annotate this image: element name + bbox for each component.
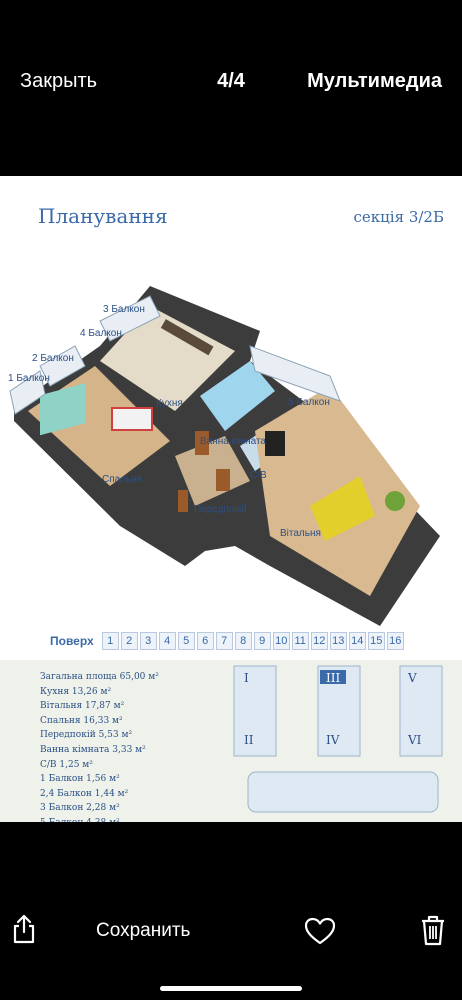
floor-selector — [50, 630, 406, 652]
spec-balcony-1: 1 Балкон 1,56 м² — [40, 774, 120, 785]
floor-plan-image — [0, 176, 462, 822]
section-label: I — [244, 671, 249, 685]
plan-title: Планування — [38, 204, 168, 228]
floor-button[interactable]: 11 — [292, 632, 309, 650]
floor-label: Поверх — [50, 634, 94, 648]
door — [178, 490, 188, 512]
floor-button[interactable]: 3 — [140, 632, 157, 650]
top-bar — [0, 0, 462, 176]
spec-total-area: Загальна площа 65,00 м² — [40, 672, 159, 682]
trash-icon[interactable] — [420, 914, 446, 946]
bottom-bar — [0, 822, 462, 1000]
spec-bedroom: Спальня 16,33 м² — [40, 715, 123, 726]
living-desk — [265, 431, 285, 456]
floor-button[interactable]: 1 — [102, 632, 119, 650]
floor-button[interactable]: 15 — [368, 632, 385, 650]
image-counter: 4/4 — [217, 70, 245, 92]
floor-button[interactable]: 12 — [311, 632, 328, 650]
balcony3-label: 3 Балкон — [103, 304, 145, 315]
balcony4-label: 4 Балкон — [80, 328, 122, 339]
bathroom-label: Ванна кімната — [200, 436, 266, 447]
share-icon[interactable] — [12, 914, 36, 944]
floor-button[interactable]: 4 — [159, 632, 176, 650]
floor-button[interactable]: 2 — [121, 632, 138, 650]
floor-button[interactable]: 13 — [330, 632, 347, 650]
hallway-label: Передпокій — [194, 504, 247, 515]
balcony2-label: 2 Балкон — [32, 353, 74, 364]
info-panel — [0, 660, 462, 822]
area-specs — [40, 670, 159, 831]
home-indicator — [160, 986, 302, 991]
floor-button[interactable]: 5 — [178, 632, 195, 650]
close-button[interactable]: Закрыть — [20, 70, 98, 92]
section-label: II — [244, 733, 254, 747]
spec-wc: С/В 1,25 м² — [40, 759, 93, 770]
parking-area — [248, 772, 438, 812]
floor-button[interactable]: 6 — [197, 632, 214, 650]
section-block-1 — [234, 666, 276, 756]
floor-button[interactable]: 14 — [349, 632, 366, 650]
door — [216, 469, 230, 491]
floor-button[interactable]: 9 — [254, 632, 271, 650]
spec-living: Вітальня 17,87 м² — [40, 701, 125, 712]
bedroom-label: Спальня — [102, 474, 143, 485]
section-label-selected: III — [326, 671, 341, 685]
floor-button[interactable]: 8 — [235, 632, 252, 650]
spec-kitchen: Кухня 13,26 м² — [40, 686, 112, 697]
spec-bathroom: Ванна кімната 3,33 м² — [40, 744, 146, 755]
kitchen-table — [112, 408, 152, 430]
kitchen-label: Кухня — [156, 398, 183, 409]
section-label: IV — [326, 733, 340, 747]
balcony1-label: 1 Балкон — [8, 373, 50, 384]
wc-label: С/В — [250, 470, 267, 481]
spec-hallway: Передпокій 5,53 м² — [40, 730, 133, 741]
section-label: V — [408, 671, 417, 685]
save-button[interactable]: Сохранить — [96, 920, 191, 941]
section-title: секція 3/2Б — [353, 208, 444, 226]
apartment-floor-plan — [0, 236, 462, 636]
heart-icon[interactable] — [304, 916, 336, 946]
floor-button[interactable]: 16 — [387, 632, 404, 650]
multimedia-button[interactable]: Мультимедиа — [307, 70, 442, 92]
floor-button[interactable]: 7 — [216, 632, 233, 650]
floor-button[interactable]: 10 — [273, 632, 290, 650]
living-plant — [385, 491, 405, 511]
spec-balcony-2-4: 2,4 Балкон 1,44 м² — [40, 788, 129, 799]
section-label: VI — [408, 733, 422, 747]
living-label: Вітальня — [280, 528, 321, 539]
building-sections-map — [214, 660, 462, 822]
spec-balcony-3: 3 Балкон 2,28 м² — [40, 803, 120, 814]
balcony5-label: 5 Балкон — [288, 397, 330, 408]
